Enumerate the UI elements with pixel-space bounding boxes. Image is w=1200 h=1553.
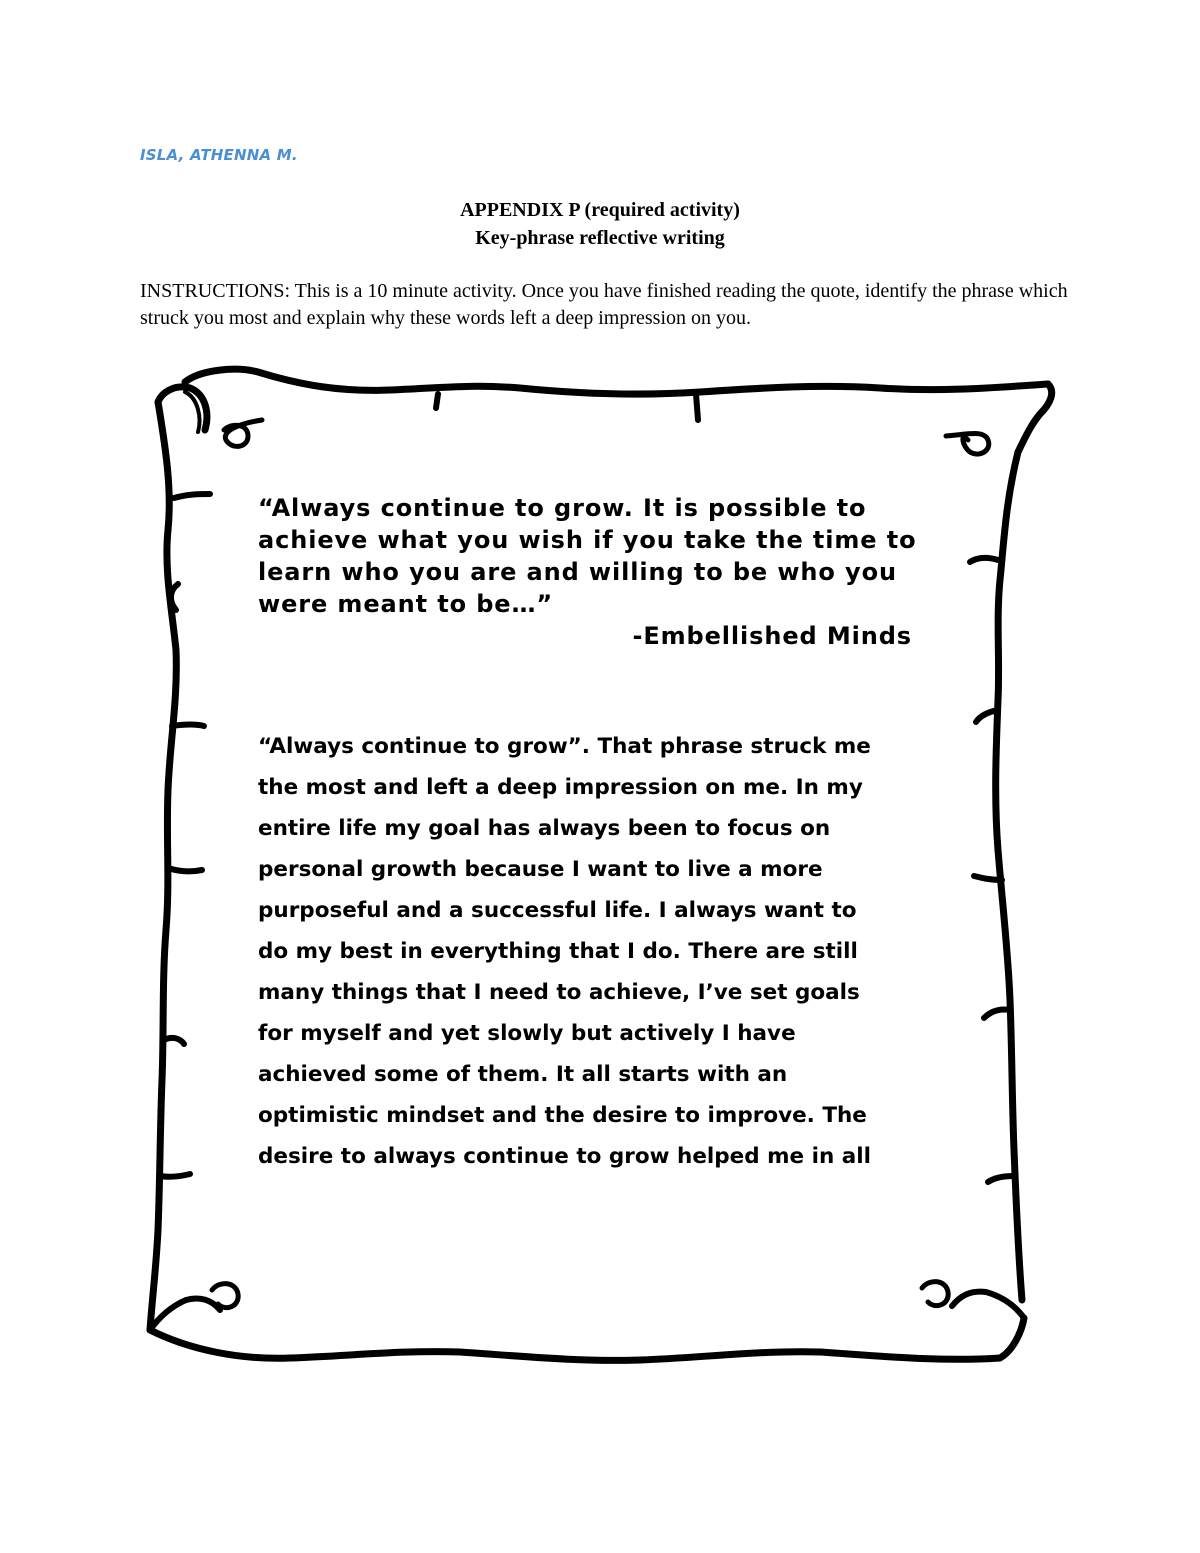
reflection-line: optimistic mindset and the desire to improve. The [258, 1103, 867, 1128]
reflection-line: “Always continue to grow”. That phrase struck me [258, 734, 871, 759]
instructions-paragraph: INSTRUCTIONS: This is a 10 minute activity. Once you have finished reading the quote, identify the phrase which struck you most and explain why these words left a deep impression on you. [140, 280, 1068, 329]
quote-text: “Always continue to grow. It is possible to achieve what you wish if you take the time to learn who you are and willing to be who you were meant to be…” [258, 494, 917, 618]
reflection-line: personal growth because I want to live a more [258, 857, 823, 882]
reflection-line: desire to always continue to grow helped me in all [258, 1144, 872, 1169]
reflection-line: purposeful and a successful life. I always want to [258, 898, 857, 923]
reflection-line: achieved some of them. It all starts with an [258, 1062, 788, 1087]
reflection-line: do my best in everything that I do. There are still [258, 939, 858, 964]
title-line-appendix: APPENDIX P (required activity) [460, 199, 740, 221]
reflection-line: many things that I need to achieve, I’ve set goals [258, 980, 860, 1005]
title-line-subtitle: Key-phrase reflective writing [475, 227, 725, 249]
reflection-line: entire life my goal has always been to focus on [258, 816, 831, 841]
quote-author: -Embellished Minds [632, 622, 912, 650]
student-name: ISLA, ATHENNA M. [140, 146, 298, 164]
reflection-line: the most and left a deep impression on me. In my [258, 775, 863, 800]
reflection-paragraph [258, 726, 948, 1177]
reflection-line: for myself and yet slowly but actively I have [258, 1021, 796, 1046]
